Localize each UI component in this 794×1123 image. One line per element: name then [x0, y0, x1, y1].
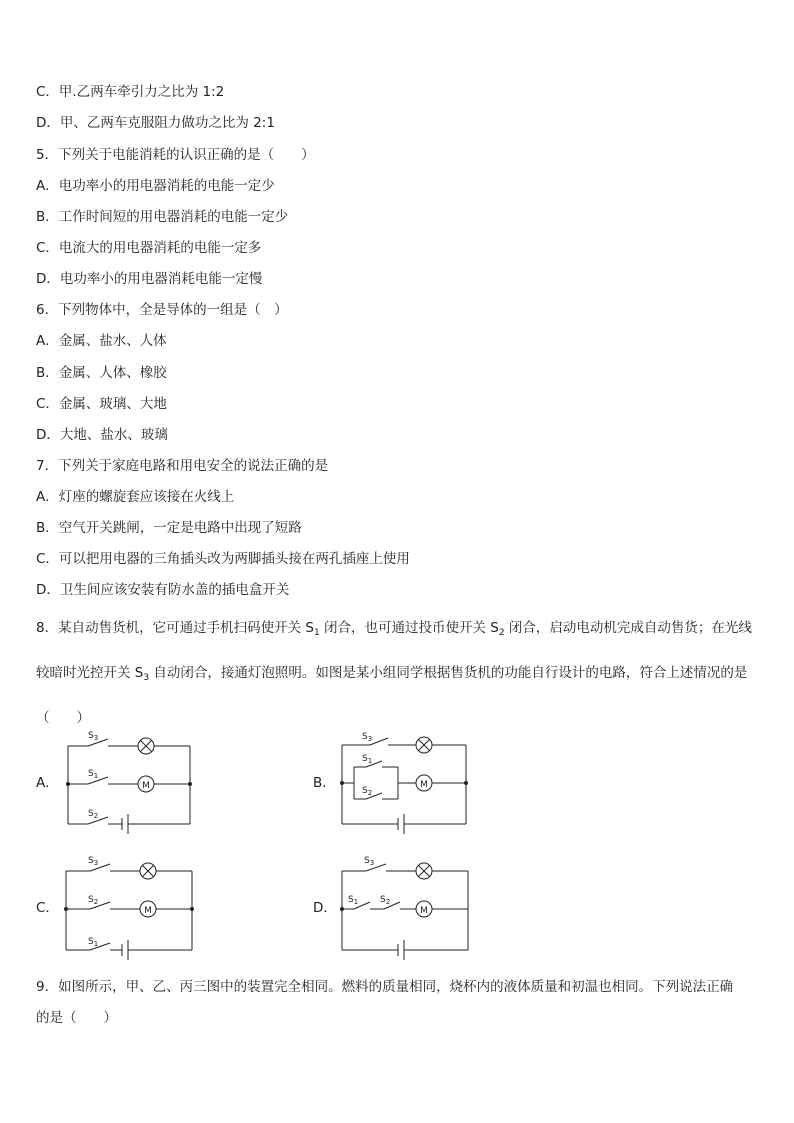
option-a-q5: A．电功率小的用电器消耗的电能一定少 [36, 178, 275, 194]
option-b-q5: B．工作时间短的用电器消耗的电能一定少 [36, 209, 289, 225]
option-d-q7: D．卫生间应该安装有防水盖的插电盒开关 [36, 582, 290, 598]
option-c-q5: C．电流大的用电器消耗的电能一定多 [36, 240, 262, 256]
svg-text:S3: $S_3$ [88, 731, 99, 742]
option-a-q6: A．金属、盐水、人体 [36, 333, 167, 349]
option-d-q6: D．大地、盐水、玻璃 [36, 427, 168, 443]
option-d-q5: D．电功率小的用电器消耗电能一定慢 [36, 271, 263, 287]
circuit-c-diagram [58, 852, 198, 962]
svg-text:S2: $S_2$ [88, 809, 99, 820]
svg-text:M: M [420, 906, 428, 916]
svg-text:S1: $S_1$ [88, 769, 99, 780]
option-d-q4: D．甲、乙两车克服阻力做功之比为 2:1 [36, 115, 275, 131]
circuit-a-diagram [60, 728, 200, 838]
option-b-q8: B． [313, 775, 336, 791]
svg-text:M: M [142, 781, 150, 791]
svg-text:S2: $S_2$ [88, 895, 99, 906]
circuit-b-diagram [336, 726, 476, 836]
svg-text:S3: $S_3$ [88, 856, 99, 867]
option-c-q7: C．可以把用电器的三角插头改为两脚插头接在两孔插座上使用 [36, 551, 410, 567]
svg-text:S2: $S_2$ [362, 786, 373, 797]
svg-text:M: M [144, 906, 152, 916]
option-c-q4: C．甲.乙两车牵引力之比为 1:2 [36, 84, 225, 100]
option-c-q8: C． [36, 900, 59, 916]
question-5: 5．下列关于电能消耗的认识正确的是（ ） [36, 147, 315, 163]
question-6: 6．下列物体中，全是导体的一组是（ ） [36, 302, 288, 318]
question-9: 9．如图所示，甲、乙、丙三图中的装置完全相同。燃料的质量相同，烧杯内的液体质量和初温也相同。下列说法正确 [36, 979, 734, 995]
svg-text:M: M [420, 780, 428, 790]
svg-text:S3: $S_3$ [364, 856, 375, 867]
option-a-q7: A．灯座的螺旋套应该接在火线上 [36, 489, 235, 505]
option-b-q6: B．金属、人体、橡胶 [36, 365, 167, 381]
svg-text:S1: $S_1$ [88, 937, 99, 948]
option-a-q8: A． [36, 775, 59, 791]
question-8: 8．某自动售货机，它可通过手机扫码使开关 $S_1$ 闭合，也可通过投币使开关 $S_2$ 闭合，启动电动机完成自动售货；在光线较暗时光控开关 $S_3$ 自动闭合，接通灯泡照明。如图是某小组同学根据售货机的功能自行设计的电路，符合上述情况的是（ ） [36, 620, 752, 726]
circuit-d-diagram [336, 852, 476, 962]
option-b-q7: B．空气开关跳闸，一定是电路中出现了短路 [36, 520, 302, 536]
option-c-q6: C．金属、玻璃、大地 [36, 396, 167, 412]
question-7: 7．下列关于家庭电路和用电安全的说法正确的是 [36, 458, 329, 474]
question-9-continued: 的是（ ） [36, 1010, 117, 1026]
svg-text:S1: $S_1$ [348, 895, 359, 906]
svg-text:S2: $S_2$ [380, 895, 391, 906]
option-d-q8: D． [313, 900, 337, 916]
svg-text:S3: $S_3$ [362, 732, 373, 743]
svg-text:S1: $S_1$ [362, 754, 373, 765]
